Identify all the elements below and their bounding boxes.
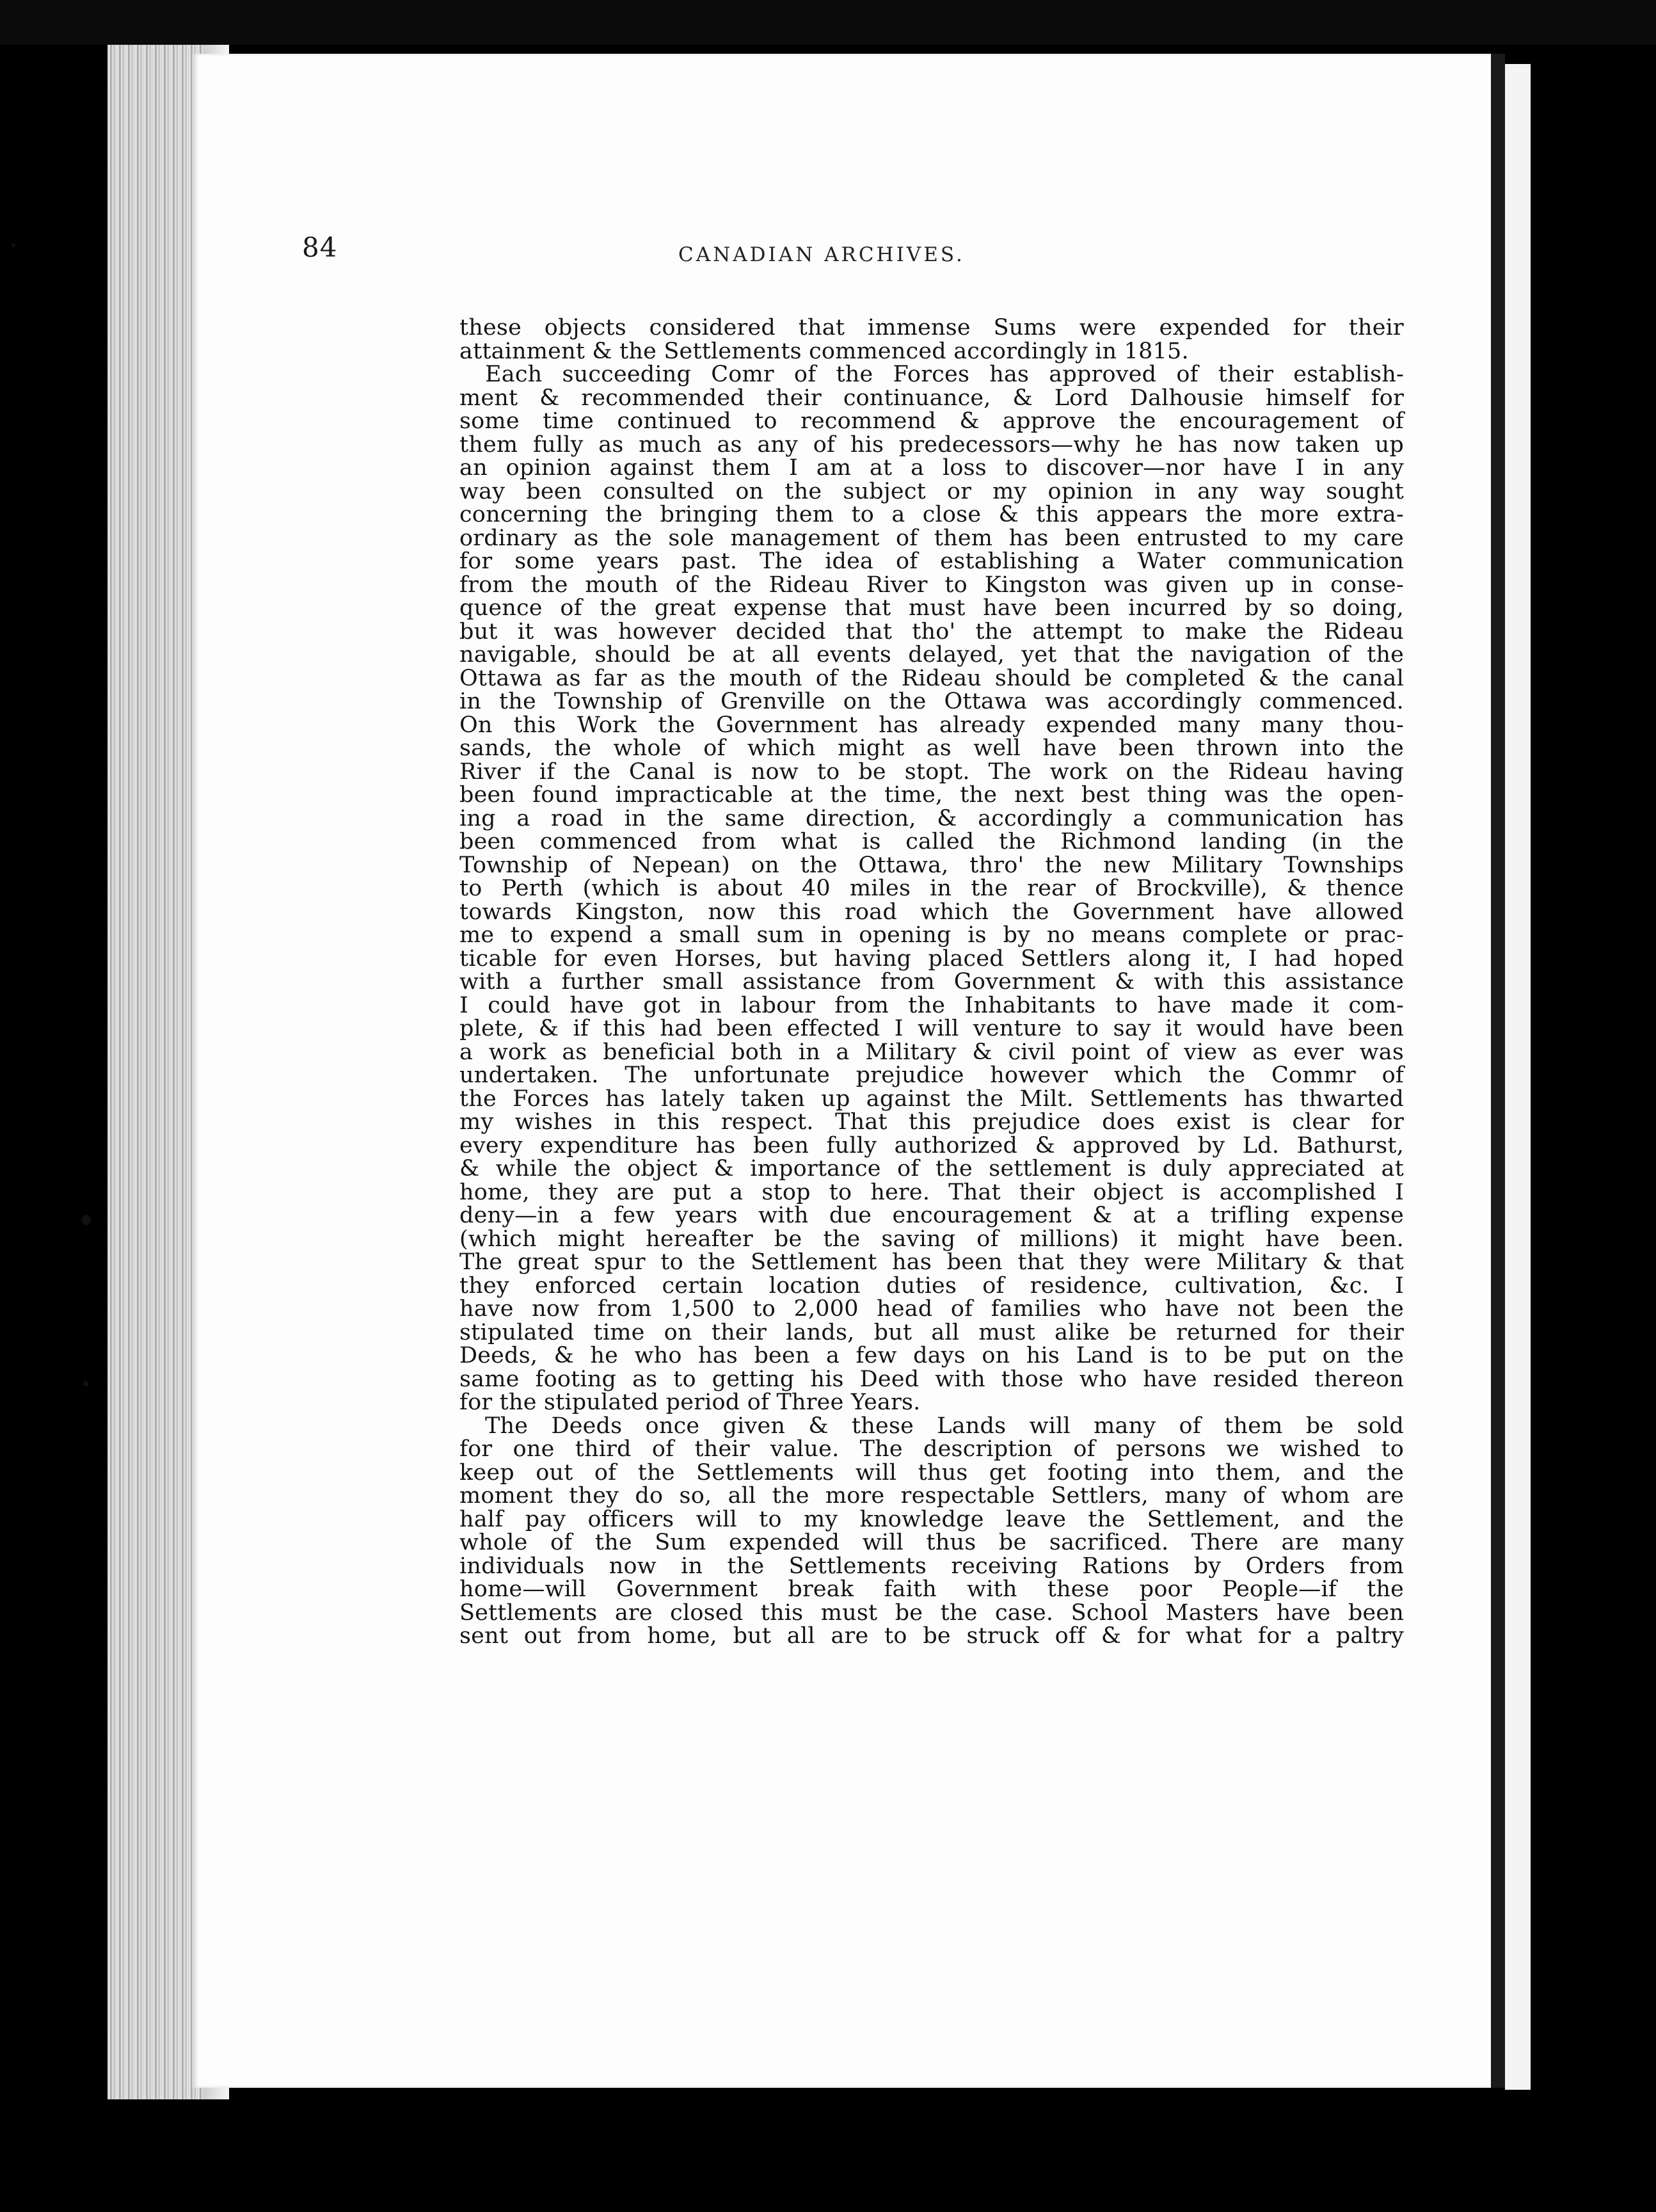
text-line: The great spur to the Settlement has been that they were Military & that (459, 1249, 1404, 1275)
text-line: for the stipulated period of Three Years. (459, 1390, 921, 1415)
text-line: these objects considered that immense Sums were expended for their (459, 315, 1404, 341)
text-line: ordinary as the sole management of them has been entrusted to my care (459, 525, 1404, 551)
scan-speck (83, 1381, 88, 1386)
text-line: same footing as to getting his Deed with those who have resided thereon (459, 1366, 1404, 1392)
text-line: sent out from home, but all are to be struck off & for what for a paltry (459, 1623, 1404, 1649)
text-line: whole of the Sum expended will thus be sacrificed. There are many (459, 1530, 1404, 1555)
text-line: my wishes in this respect. That this prejudice does exist is clear for (459, 1109, 1404, 1135)
text-line: quence of the great expense that must have been incurred by so doing, (459, 595, 1404, 621)
text-line: plete, & if this had been effected I will venture to say it would have been (459, 1016, 1404, 1041)
text-line: them fully as much as any of his predecessors—why he has now taken up (459, 431, 1404, 458)
text-line: they enforced certain location duties of residence, cultivation, &c. I (459, 1272, 1404, 1299)
text-line: Each succeeding Comr of the Forces has approved of their establish- (485, 362, 1404, 387)
text-line: sands, the whole of which might as well have been thrown into the (459, 735, 1404, 761)
text-line: half pay officers will to my knowledge leave the Settlement, and the (459, 1506, 1404, 1532)
text-line: Township of Nepean) on the Ottawa, thro' the new Military Townships (459, 852, 1404, 878)
text-line: me to expend a small sum in opening is by no means complete or prac- (459, 922, 1404, 948)
text-line: home, they are put a stop to here. That their object is accomplished I (459, 1179, 1404, 1205)
text-line: towards Kingston, now this road which the Government have allowed (459, 899, 1404, 925)
text-line: On this Work the Government has already expended many many thou- (459, 712, 1404, 738)
text-line: concerning the bringing them to a close & this appears the more extra- (459, 502, 1404, 527)
text-line: (which might hereafter be the saving of millions) it might have been. (459, 1226, 1404, 1252)
text-line: with a further small assistance from Government & with this assistance (459, 969, 1404, 995)
text-line: an opinion against them I am at a loss to discover—nor have I in any (459, 455, 1404, 481)
text-line: individuals now in the Settlements receiving Rations by Orders from (459, 1553, 1404, 1579)
text-line: have now from 1,500 to 2,000 head of families who have not been the (459, 1296, 1404, 1322)
scan-speck (82, 1215, 91, 1225)
text-line: River if the Canal is now to be stopt. The work on the Rideau having (459, 758, 1404, 785)
text-line: for one third of their value. The description of persons we wished to (459, 1436, 1404, 1462)
text-line: Deeds, & he who has been a few days on his Land is to be put on the (459, 1343, 1404, 1368)
text-line: The Deeds once given & these Lands will many of them be sold (485, 1413, 1404, 1439)
text-line: from the mouth of the Rideau River to Kingston was given up in conse- (459, 572, 1404, 598)
text-line: way been consulted on the subject or my opinion in any way sought (459, 478, 1404, 504)
text-line: Settlements are closed this must be the case. School Masters have been (459, 1599, 1404, 1626)
text-line: I could have got in labour from the Inhabitants to have made it com- (459, 992, 1404, 1018)
text-line: some time continued to recommend & approve the encouragement of (459, 408, 1404, 434)
text-line: attainment & the Settlements commenced accordingly in 1815. (459, 338, 1189, 364)
page-number: 84 (302, 232, 338, 263)
text-line: every expenditure has been fully authorized & approved by Ld. Bathurst, (459, 1132, 1404, 1158)
text-line: been commenced from what is called the Richmond landing (in the (459, 829, 1404, 854)
body-text (459, 316, 1404, 1648)
facing-page-edge (1505, 64, 1531, 2090)
text-line: keep out of the Settlements will thus get footing into them, and the (459, 1459, 1404, 1486)
text-line: deny—in a few years with due encouragement & at a trifling expense (459, 1203, 1404, 1228)
text-line: been found impracticable at the time, the next best thing was the open- (459, 782, 1404, 808)
text-line: moment they do so, all the more respectable Settlers, many of whom are (459, 1483, 1404, 1509)
text-line: stipulated time on their lands, but all must alike be returned for their (459, 1319, 1404, 1345)
book-gutter-shadow (1491, 54, 1505, 2088)
text-line: a work as beneficial both in a Military & civil point of view as ever was (459, 1039, 1404, 1065)
text-line: the Forces has lately taken up against the Milt. Settlements has thwarted (459, 1086, 1404, 1112)
text-line: in the Township of Grenville on the Ottawa was accordingly commenced. (459, 689, 1404, 714)
running-head: CANADIAN ARCHIVES. (678, 243, 965, 266)
text-line: but it was however decided that tho' the attempt to make the Rideau (459, 618, 1404, 645)
text-line: Ottawa as far as the mouth of the Rideau should be completed & the canal (459, 665, 1404, 691)
text-line: ing a road in the same direction, & accordingly a communication has (459, 805, 1404, 831)
text-line: ment & recommended their continuance, & Lord Dalhousie himself for (459, 385, 1404, 411)
text-line: to Perth (which is about 40 miles in the rear of Brockville), & thence (459, 876, 1404, 901)
text-line: for some years past. The idea of establishing a Water communication (459, 549, 1404, 574)
text-line: navigable, should be at all events delayed, yet that the navigation of the (459, 642, 1404, 668)
text-line: & while the object & importance of the settlement is duly appreciated at (459, 1156, 1404, 1182)
scanner-top-band (0, 0, 1656, 45)
text-line: undertaken. The unfortunate prejudice however which the Commr of (459, 1062, 1404, 1088)
text-line: ticable for even Horses, but having placed Settlers along it, I had hoped (459, 945, 1404, 972)
scan-speck (12, 243, 15, 247)
text-line: home—will Government break faith with these poor People—if the (459, 1576, 1404, 1602)
